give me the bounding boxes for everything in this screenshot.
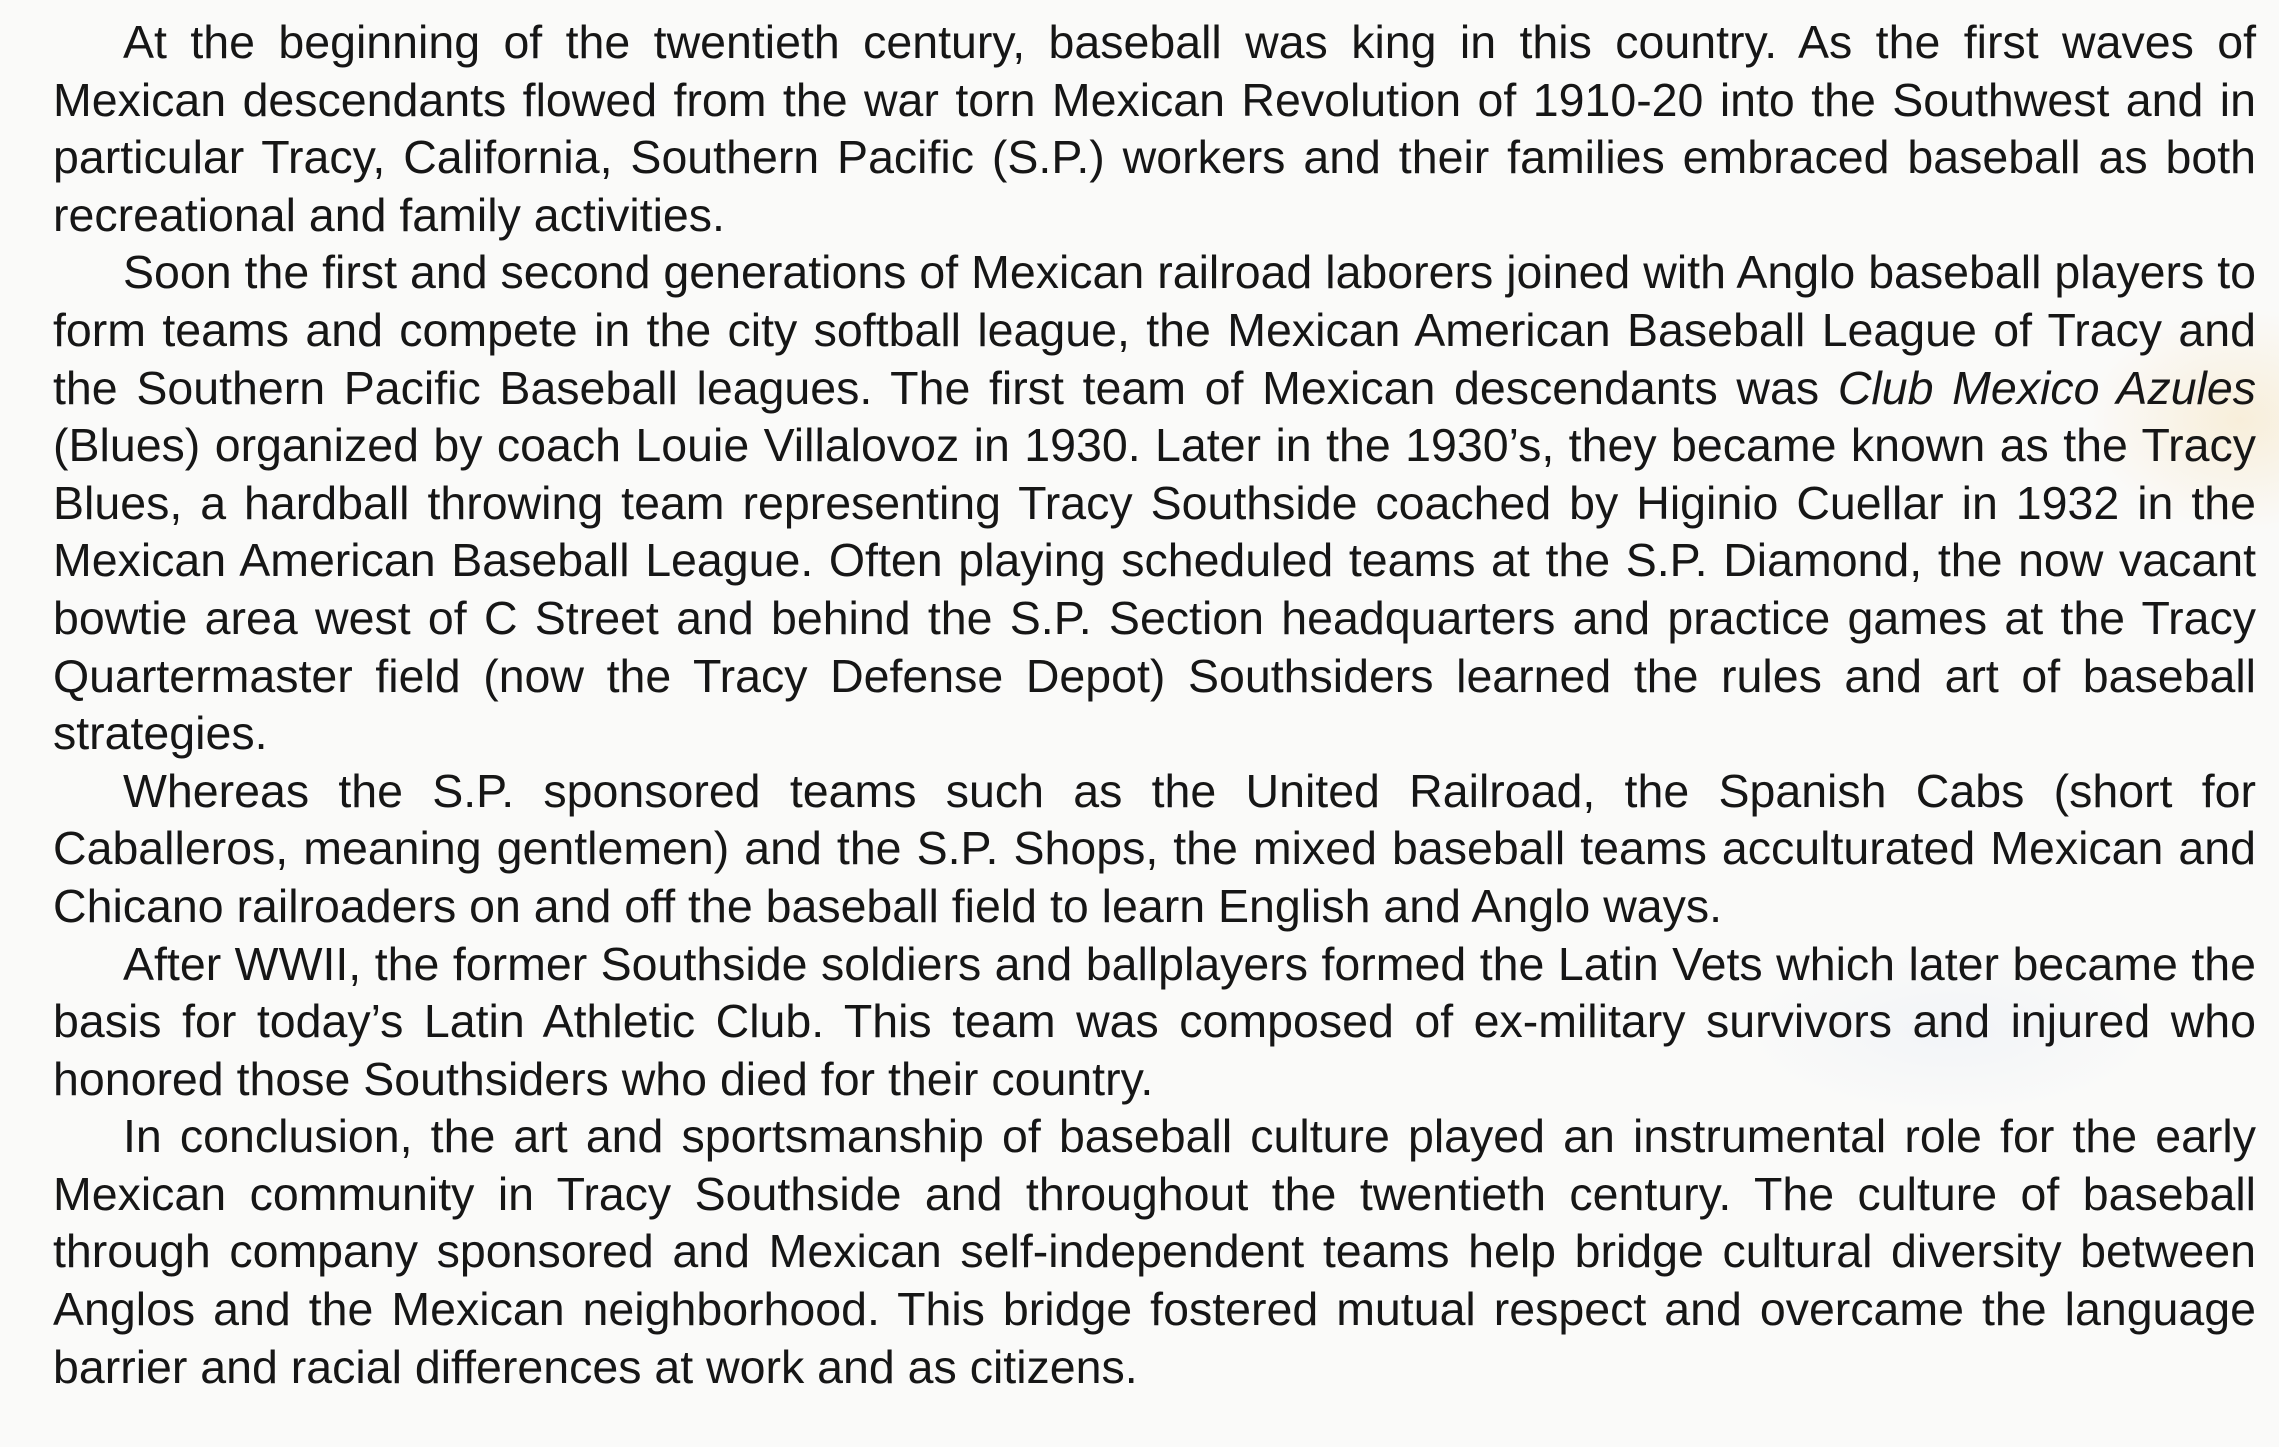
paragraph-sponsored-teams [53,763,2256,936]
paragraph-text: At the beginning of the twentieth century, baseball was king in this country. As the first waves of Mexican descendants flowed from the war torn Mexican Revolution of 1910-20 into the Southwest and in particular Tracy, California, Southern Pacific (S.P.) workers and their families embraced baseball as both recreational and family activities. [53,16,2256,241]
paragraph-first-teams [53,244,2256,762]
paragraph-text-after-italic: (Blues) organized by coach Louie Villalovoz in 1930. Later in the 1930’s, they became known as the Tracy Blues, a hardball throwing team representing Tracy Southside coached by Higinio Cuellar in 1932 in the Mexican American Baseball League. Often playing scheduled teams at the S.P. Diamond, the now vacant bowtie area west of C Street and behind the S.P. Section headquarters and practice games at the Tracy Quartermaster field (now the Tracy Defense Depot) Southsiders learned the rules and art of baseball strategies. [53,419,2256,760]
paragraph-after-wwii [53,936,2256,1109]
paragraph-baseball-king [53,14,2256,244]
paragraph-conclusion [53,1108,2256,1396]
document-body [53,14,2256,1396]
paragraph-text: In conclusion, the art and sportsmanship of baseball culture played an instrumental role for the early Mexican community in Tracy Southside and throughout the twentieth century. The culture of baseball through company sponsored and Mexican self-independent teams help bridge cultural diversity between Anglos and the Mexican neighborhood. This bridge fostered mutual respect and overcame the language barrier and racial differences at work and as citizens. [53,1110,2256,1393]
paragraph-text: Whereas the S.P. sponsored teams such as the United Railroad, the Spanish Cabs (short for Caballeros, meaning gentlemen) and the S.P. Shops, the mixed baseball teams acculturated Mexican and Chicano railroaders on and off the baseball field to learn English and Anglo ways. [53,764,2256,932]
paragraph-text: After WWII, the former Southside soldiers and ballplayers formed the Latin Vets which later became the basis for today’s Latin Athletic Club. This team was composed of ex-military survivors and injured who honored those Southsiders who died for their country. [53,937,2256,1105]
paragraph-text-before-italic: Soon the first and second generations of Mexican railroad laborers joined with Anglo baseball players to form teams and compete in the city softball league, the Mexican American Baseball League of Tracy and the Southern Pacific Baseball leagues. The first team of Mexican descendants was [53,246,2256,414]
team-name-italic: Club Mexico Azules [1837,361,2256,414]
